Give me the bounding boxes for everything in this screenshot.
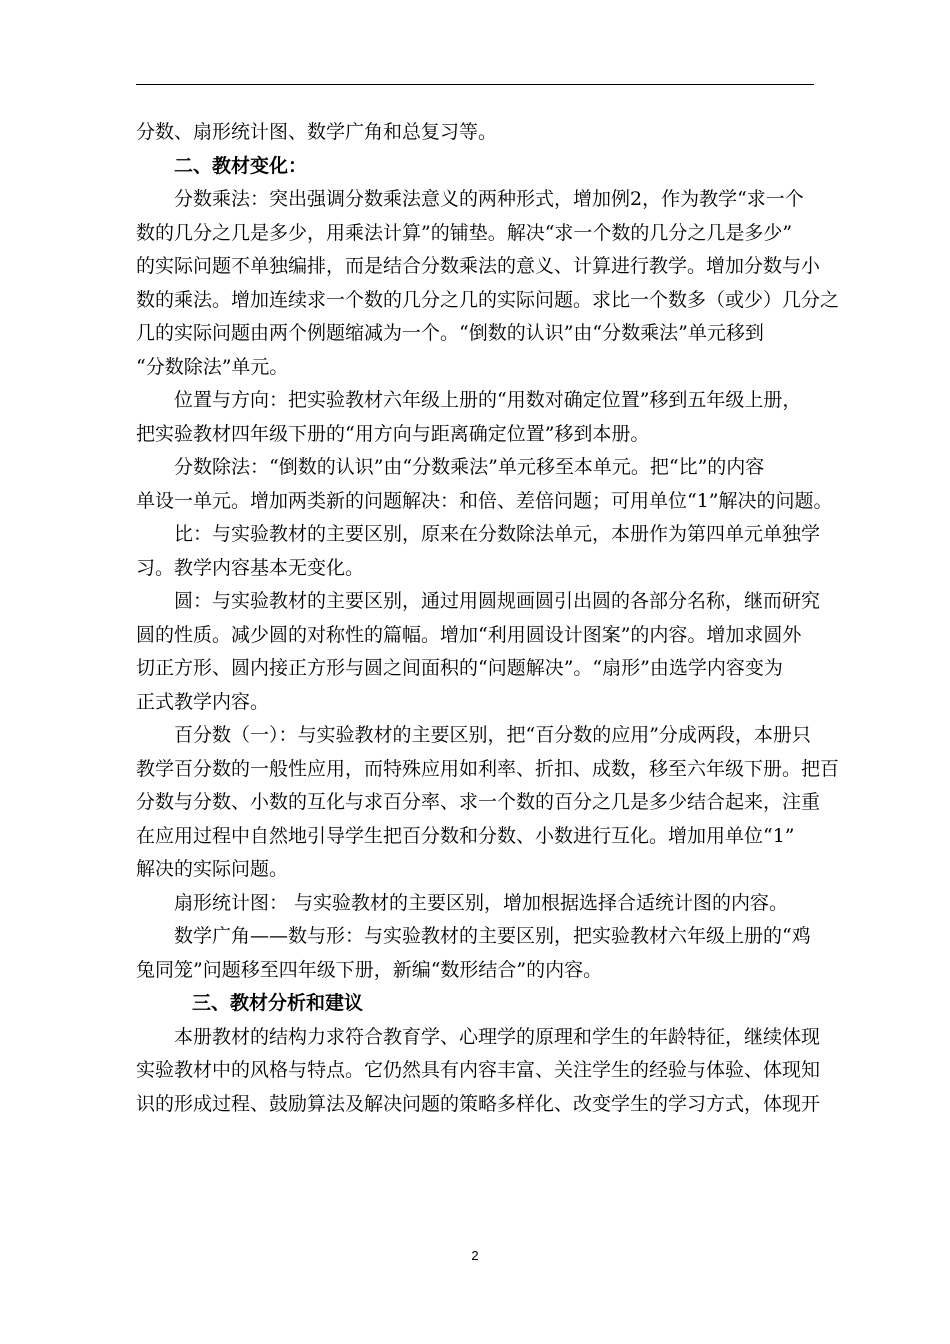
section-heading: 三、教材分析和建议 xyxy=(192,992,364,1014)
text-line: 习。教学内容基本无变化。 xyxy=(136,556,365,579)
text-line: “分数除法”单元。 xyxy=(136,355,289,378)
paragraph-first-line: 本册教材的结构力求符合教育学、心理学的原理和学生的年龄特征，继续体现 xyxy=(174,1025,821,1048)
text-line: 正式教学内容。 xyxy=(136,690,270,713)
paragraph-first-line: 百分数（一）：与实验教材的主要区别，把“百分数的应用”分成两段，本册只 xyxy=(174,724,811,746)
page-number: 2 xyxy=(471,1248,479,1263)
text-line: 解决的实际问题。 xyxy=(136,858,289,880)
text-line: 分数、扇形统计图、数学广角和总复习等。 xyxy=(136,121,498,143)
section-heading: 二、教材变化： xyxy=(174,154,308,177)
paragraph-first-line: 扇形统计图： 与实验教材的主要区别，增加根据选择合适统计图的内容。 xyxy=(174,891,789,914)
text-line: 在应用过程中自然地引导学生把百分数和分数、小数进行互化。增加用单位“1” xyxy=(136,824,795,847)
text-line: 兔同笼”问题移至四年级下册，新编“数形结合”的内容。 xyxy=(136,958,603,981)
text-line: 圆的性质。减少圆的对称性的篇幅。增加“利用圆设计图案”的内容。增加求圆外 xyxy=(136,623,802,646)
paragraph-first-line: 比：与实验教材的主要区别，原来在分数除法单元，本册作为第四单元单独学 xyxy=(174,523,821,545)
paragraph-first-line: 分数除法：“倒数的认识”由“分数乘法”单元移至本单元。把“比”的内容 xyxy=(174,456,765,478)
text-line: 数的几分之几是多少，用乘法计算”的铺垫。解决“求一个数的几分之几是多少” xyxy=(136,221,793,244)
text-line: 切正方形、圆内接正方形与圆之间面积的“问题解决”。“扇形”由选学内容变为 xyxy=(136,657,783,679)
text-line: 把实验教材四年级下册的“用方向与距离确定位置”移到本册。 xyxy=(136,422,650,445)
paragraph-first-line: 分数乘法：突出强调分数乘法意义的两种形式，增加例2，作为教学“求一个 xyxy=(174,188,804,210)
header-rule xyxy=(136,84,814,85)
paragraph-first-line: 数学广角——数与形：与实验教材的主要区别，把实验教材六年级上册的“鸡 xyxy=(174,925,811,947)
paragraph-first-line: 位置与方向：把实验教材六年级上册的“用数对确定位置”移到五年级上册， xyxy=(174,389,802,411)
paragraph-first-line: 圆：与实验教材的主要区别，通过用圆规画圆引出圆的各部分名称，继而研究 xyxy=(174,590,821,612)
text-line: 教学百分数的一般性应用，而特殊应用如利率、折扣、成数，移至六年级下册。把百 xyxy=(136,757,840,780)
text-line: 分数与分数、小数的互化与求百分率、求一个数的百分之几是多少结合起来，注重 xyxy=(136,791,821,813)
text-line: 识的形成过程、鼓励算法及解决问题的策略多样化、改变学生的学习方式，体现开 xyxy=(136,1092,821,1115)
text-line: 的实际问题不单独编排，而是结合分数乘法的意义、计算进行教学。增加分数与小 xyxy=(136,255,821,277)
text-line: 单设一单元。增加两类新的问题解决：和倍、差倍问题；可用单位“1”解决的问题。 xyxy=(136,489,833,512)
document-body xyxy=(136,116,840,1121)
text-line: 数的乘法。增加连续求一个数的几分之几的实际问题。求比一个数多（或少）几分之 xyxy=(136,288,840,311)
text-line: 几的实际问题由两个例题缩减为一个。“倒数的认识”由“分数乘法”单元移到 xyxy=(136,322,764,344)
text-line: 实验教材中的风格与特点。它仍然具有内容丰富、关注学生的经验与体验、体现知 xyxy=(136,1059,821,1081)
